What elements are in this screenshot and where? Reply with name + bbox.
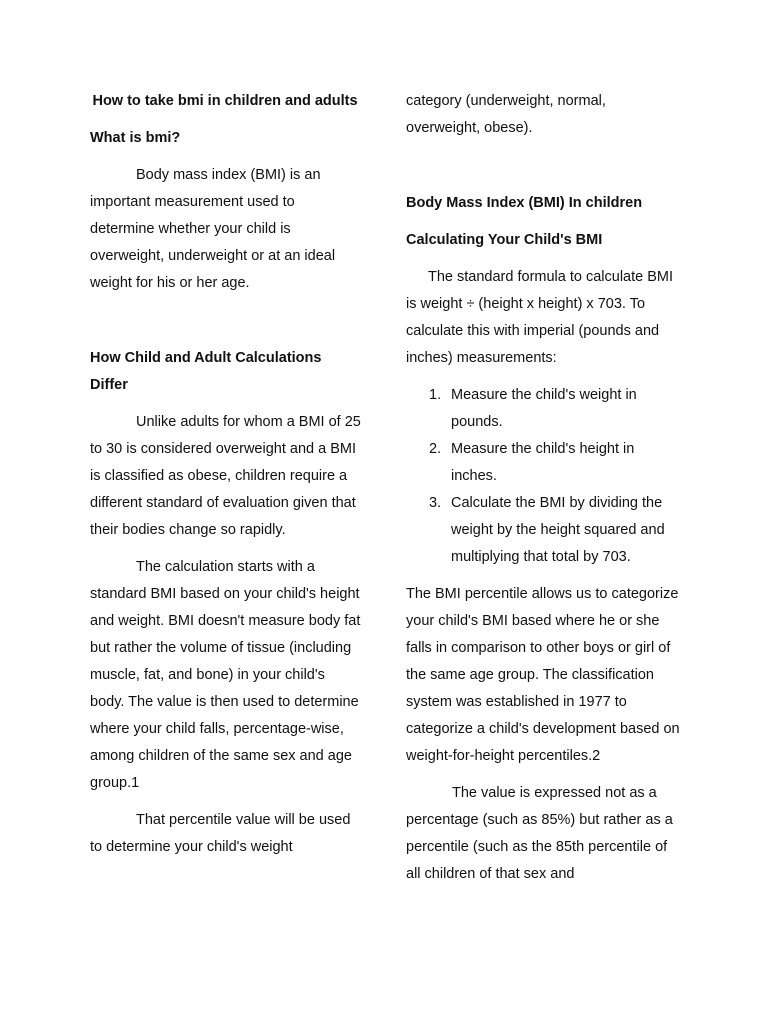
page-title: How to take bmi in children and adults xyxy=(92,93,358,109)
list-item: 1. Measure the child's weight in pounds. xyxy=(429,387,637,430)
list-item: 2. Measure the child's height in inches. xyxy=(429,441,635,484)
right-column xyxy=(406,88,696,888)
paragraph-bmi-percentile: The BMI percentile allows us to categorize your child's BMI based where he or she falls in comparison to other boys or girl of the same age group. The classification system was established in 1977 to categorize a child's development based on weight-for-height percentiles.2 xyxy=(406,586,680,764)
paragraph-unlike-adults: Unlike adults for whom a BMI of 25 to 30 is considered overweight and a BMI is classified as obese, children require a different standard of evaluation given that their bodies change so rapidly. xyxy=(90,414,361,538)
steps-list xyxy=(406,382,681,571)
list-item: 3. Calculate the BMI by dividing the weight by the height squared and multiplying that total by 703. xyxy=(429,495,665,565)
heading-bmi-in-children: Body Mass Index (BMI) In children xyxy=(406,195,643,211)
paragraph-percentile-value: That percentile value will be used to determine your child's weight xyxy=(90,812,351,855)
paragraph-calculation-starts: The calculation starts with a standard BMI based on your child's height and weight. BMI doesn't measure body fat but rather the volume of tissue (including muscle, fat, and bone) in your child's body. The value is then used to determine where your child falls, percentage-wise, among children of the same sex and age group.1 xyxy=(90,559,361,791)
heading-calculating-bmi: Calculating Your Child's BMI xyxy=(406,232,603,248)
paragraph-what-is-bmi: Body mass index (BMI) is an important measurement used to determine whether your child is overweight, underweight or at an ideal weight for his or her age. xyxy=(90,167,336,291)
heading-what-is-bmi: What is bmi? xyxy=(90,130,181,146)
left-column xyxy=(90,88,380,861)
paragraph-category: category (underweight, normal, overweight, obese). xyxy=(406,93,606,136)
paragraph-value-expressed: The value is expressed not as a percentage (such as 85%) but rather as a percentile (such as the 85th percentile of all children of that sex and xyxy=(406,785,673,882)
paragraph-standard-formula: The standard formula to calculate BMI is weight ÷ (height x height) x 703. To calculate this with imperial (pounds and inches) measurements: xyxy=(406,269,674,366)
heading-calculations-differ: How Child and Adult Calculations Differ xyxy=(90,350,322,393)
